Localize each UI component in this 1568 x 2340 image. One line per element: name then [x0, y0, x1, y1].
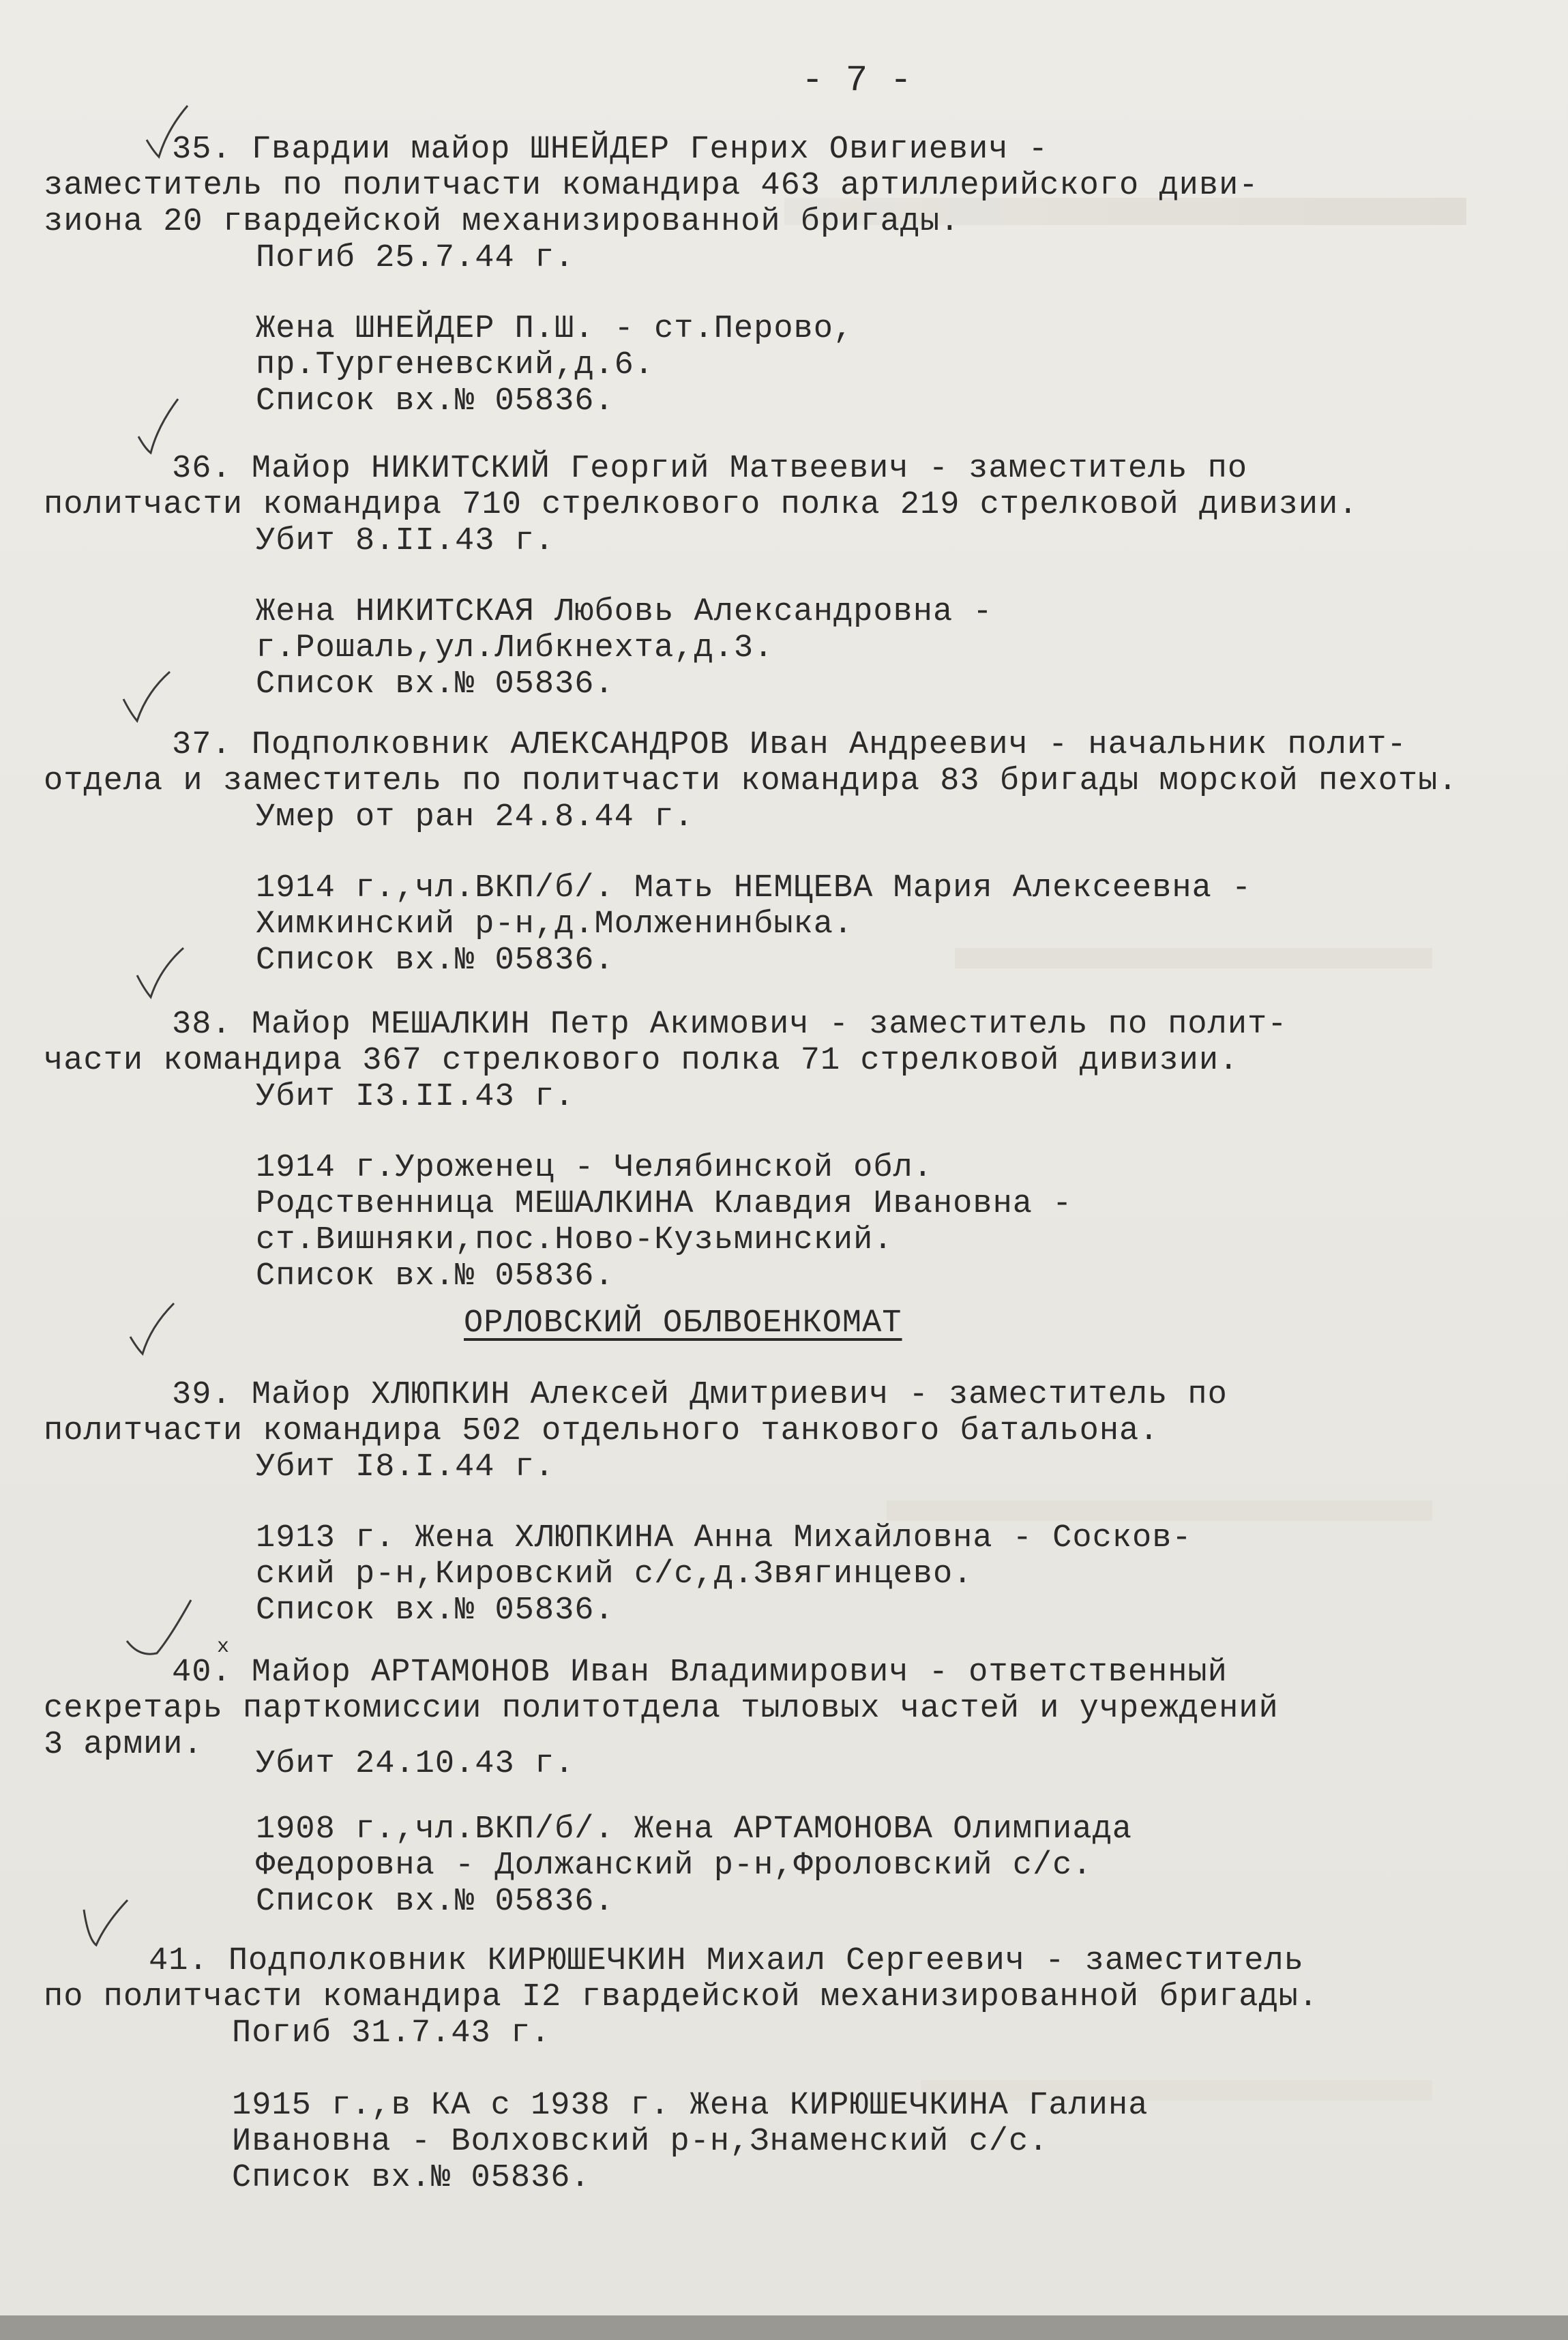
entry-35-detail: Список вх.№ 05836. — [256, 383, 615, 419]
entry-37-detail: Химкинский р-н,д.Молженинбыка. — [256, 906, 854, 943]
entry-40-fate: Убит 24.10.43 г. — [256, 1746, 575, 1782]
section-heading: ОРЛОВСКИЙ ОБЛВОЕНКОМАТ — [464, 1305, 902, 1342]
entry-36-fate: Убит 8.II.43 г. — [256, 523, 555, 559]
entry-37-line: отдела и заместитель по политчасти командира 83 бригады морской пехоты. — [44, 763, 1458, 799]
entry-41-detail: Список вх.№ 05836. — [232, 2160, 591, 2196]
entry-37-header: 37. Подполковник АЛЕКСАНДРОВ Иван Андреевич - начальник полит- — [172, 727, 1407, 763]
entry-38-line: части командира 367 стрелкового полка 71 стрелковой дивизии. — [44, 1043, 1239, 1079]
entry-40-header: 40. Майор АРТАМОНОВ Иван Владимирович - ответственный — [172, 1655, 1228, 1691]
entry-35-header: 35. Гвардии майор ШНЕЙДЕР Генрих Овигиевич - — [172, 132, 1049, 168]
entry-38-fate: Убит I3.II.43 г. — [256, 1079, 575, 1115]
entry-40-line: 3 армии. — [44, 1727, 203, 1763]
entry-40-detail: 1908 г.,чл.ВКП/б/. Жена АРТАМОНОВА Олимпиада — [256, 1811, 1133, 1848]
checkmark-icon — [78, 1896, 133, 1957]
entry-38-header: 38. Майор МЕШАЛКИН Петр Акимович - заместитель по полит- — [172, 1007, 1288, 1043]
entry-35-fate: Погиб 25.7.44 г. — [256, 240, 575, 276]
entry-41-detail: Ивановна - Волховский р-н,Знаменский с/с. — [232, 2124, 1049, 2160]
entry-40-detail: Список вх.№ 05836. — [256, 1884, 615, 1920]
entry-39-header: 39. Майор ХЛЮПКИН Алексей Дмитриевич - заместитель по — [172, 1377, 1228, 1413]
checkmark-icon — [119, 665, 174, 726]
entry-38-detail: Список вх.№ 05836. — [256, 1258, 615, 1294]
checkmark-icon — [133, 396, 188, 457]
entry-41-fate: Погиб 31.7.43 г. — [232, 2015, 551, 2052]
margin-mark: х — [217, 1635, 231, 1659]
entry-38-detail: 1914 г.Уроженец - Челябинской обл. — [256, 1150, 933, 1186]
entry-41-line: по политчасти командира I2 гвардейской механизированной бригады. — [44, 1979, 1319, 2015]
entry-37-detail: 1914 г.,чл.ВКП/б/. Мать НЕМЦЕВА Мария Алексеевна - — [256, 870, 1252, 906]
entry-39-detail: Список вх.№ 05836. — [256, 1593, 615, 1629]
entry-36-detail: г.Рошаль,ул.Либкнехта,д.3. — [256, 630, 774, 666]
entry-39-line: политчасти командира 502 отдельного танкового батальона. — [44, 1413, 1159, 1449]
entry-37-fate: Умер от ран 24.8.44 г. — [256, 799, 694, 835]
entry-38-detail: ст.Вишняки,пос.Ново-Кузьминский. — [256, 1222, 893, 1258]
entry-35-line: зиона 20 гвардейской механизированной бригады. — [44, 204, 960, 240]
entry-38-detail: Родственница МЕШАЛКИНА Клавдия Ивановна - — [256, 1186, 1073, 1222]
entry-35-detail: Жена ШНЕЙДЕР П.Ш. - ст.Перово, — [256, 311, 854, 347]
entry-40-line: секретарь парткомиссии политотдела тыловых частей и учреждений — [44, 1691, 1279, 1727]
entry-36-detail: Жена НИКИТСКАЯ Любовь Александровна - — [256, 594, 993, 630]
scan-bottom-edge — [0, 2315, 1568, 2340]
entry-36-detail: Список вх.№ 05836. — [256, 666, 615, 702]
entry-35-detail: пр.Тургеневский,д.6. — [256, 347, 655, 383]
entry-39-fate: Убит I8.I.44 г. — [256, 1449, 555, 1485]
entry-41-detail: 1915 г.,в КА с 1938 г. Жена КИРЮШЕЧКИНА Галина — [232, 2088, 1149, 2124]
entry-35-line: заместитель по политчасти командира 463 артиллерийского диви- — [44, 168, 1259, 204]
page-number: - 7 - — [801, 60, 913, 102]
entry-37-detail: Список вх.№ 05836. — [256, 943, 615, 979]
entry-39-detail: ский р-н,Кировский с/с,д.Звягинцево. — [256, 1556, 973, 1593]
checkmark-icon — [126, 1299, 181, 1361]
entry-39-detail: 1913 г. Жена ХЛЮПКИНА Анна Михайловна - Сосков- — [256, 1520, 1192, 1556]
entry-36-header: 36. Майор НИКИТСКИЙ Георгий Матвеевич - заместитель по — [172, 451, 1248, 487]
checkmark-icon — [133, 941, 188, 1003]
entry-36-line: политчасти командира 710 стрелкового полка 219 стрелковой дивизии. — [44, 487, 1359, 523]
entry-41-header: 41. Подполковник КИРЮШЕЧКИН Михаил Сергеевич - заместитель — [149, 1943, 1304, 1979]
checkmark-icon — [123, 1596, 198, 1657]
entry-40-detail: Федоровна - Должанский р-н,Фроловский с/с. — [256, 1848, 1093, 1884]
